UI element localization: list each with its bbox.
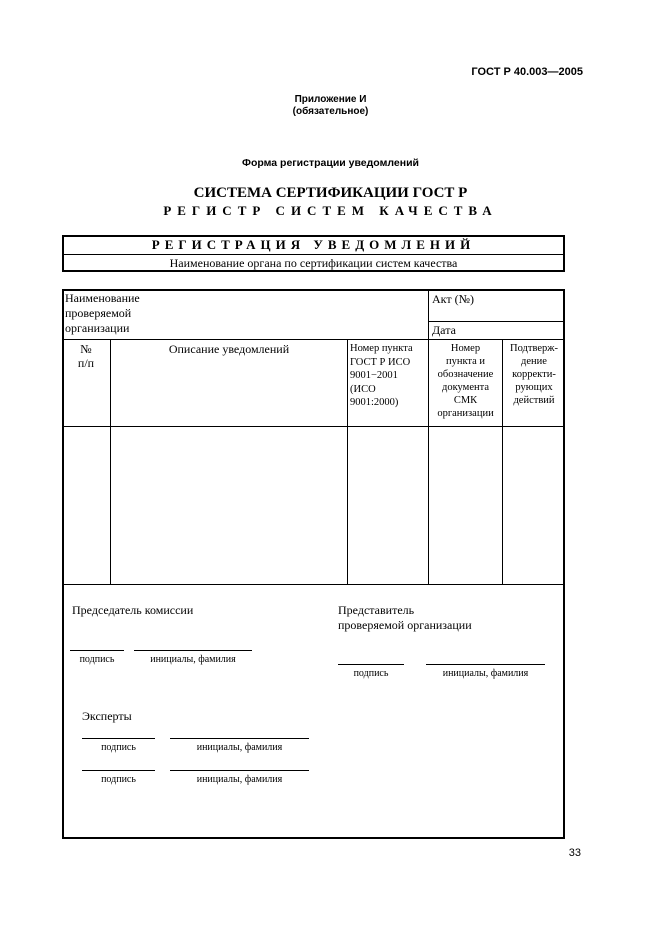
annex-status: (обязательное) (292, 106, 369, 117)
standard-number: ГОСТ Р 40.003—2005 (471, 66, 583, 78)
experts-label: Эксперты (82, 709, 132, 723)
column-qms-document: Номер пункта и обозначение документа СМК организации (437, 343, 494, 419)
expert1-name-label: инициалы, фамилия (196, 742, 283, 753)
register-title: РЕГИСТР СИСТЕМ КАЧЕСТВА (163, 203, 498, 218)
representative-label: Представитель проверяемой организации (338, 603, 472, 632)
expert2-name-label: инициалы, фамилия (196, 774, 283, 785)
annex-heading (0, 94, 661, 118)
organization-label: Наименование проверяемой организации (65, 291, 140, 335)
system-title: СИСТЕМА СЕРТИФИКАЦИИ ГОСТ Р (193, 185, 468, 201)
date-label: Дата (432, 323, 456, 337)
representative-name-label: инициалы, фамилия (442, 668, 529, 679)
column-corrective-actions: Подтверж- дение корректи- рующих действий (509, 343, 559, 406)
form-title: Форма регистрации уведомлений (242, 157, 419, 169)
certification-body-name: Наименование органа по сертификации систем качества (169, 256, 458, 270)
chair-label: Председатель комиссии (72, 603, 194, 617)
expert2-signature-label: подпись (101, 774, 136, 785)
column-gost-clause: Номер пункта ГОСТ Р ИСО 9001−2001 (ИСО 9001:2000) (350, 343, 413, 408)
page-number: 33 (568, 847, 581, 859)
annex-title: Приложение И (294, 94, 367, 105)
chair-name-label: инициалы, фамилия (150, 654, 236, 665)
registration-title: РЕГИСТРАЦИЯ УВЕДОМЛЕНИЙ (151, 237, 476, 252)
column-number: № п/п (77, 342, 95, 370)
representative-signature-label: подпись (353, 668, 389, 679)
expert1-signature-label: подпись (101, 742, 136, 753)
act-number-label: Акт (№) (432, 292, 475, 306)
chair-signature-label: подпись (79, 654, 115, 665)
column-description: Описание уведомлений (168, 342, 290, 356)
